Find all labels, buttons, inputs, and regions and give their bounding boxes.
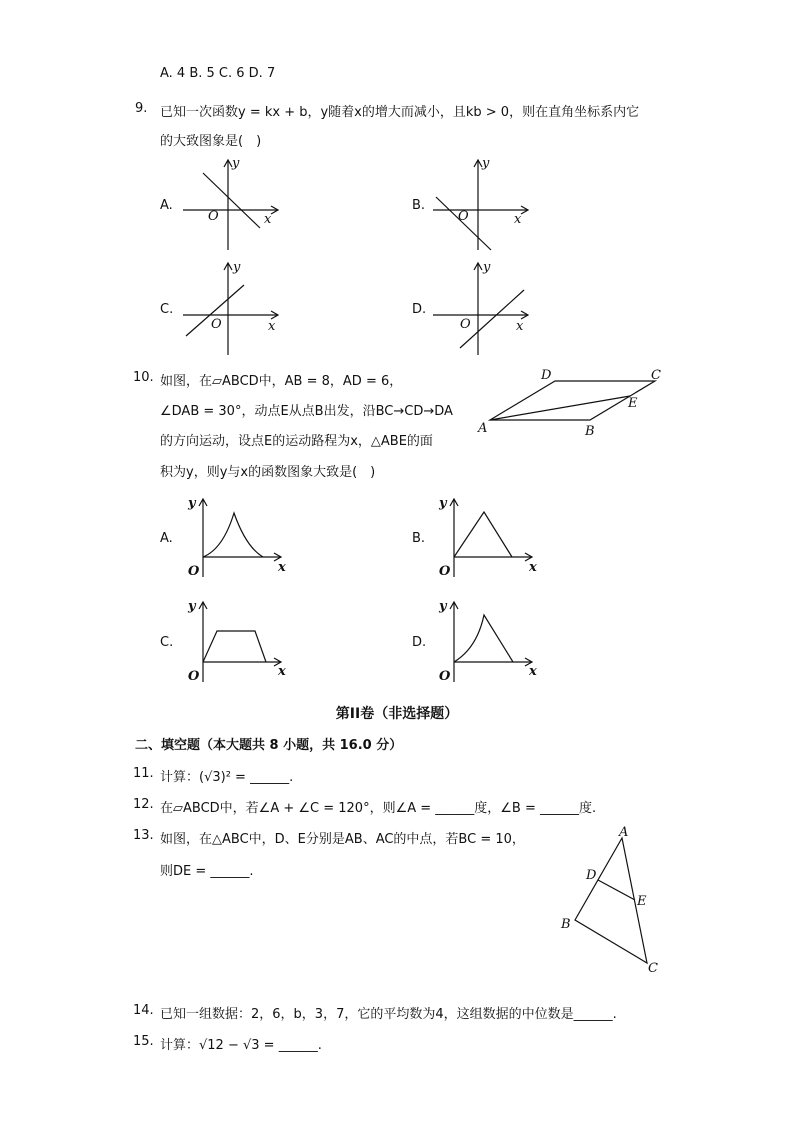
q9b-origin: O bbox=[458, 209, 469, 224]
q10a-y-label: y bbox=[188, 496, 196, 511]
q10c-y-label: y bbox=[188, 599, 196, 614]
q10a-origin: O bbox=[188, 564, 200, 579]
q10-label-b: B bbox=[585, 424, 595, 439]
q13-label-d: D bbox=[586, 868, 597, 883]
q9-option-c-label: C. bbox=[160, 302, 174, 317]
q9b-x-label: x bbox=[514, 212, 522, 227]
q11-text: 计算：(√3)² = ______. bbox=[160, 770, 294, 785]
q10-option-b-graph bbox=[437, 495, 547, 580]
q9a-origin: O bbox=[208, 209, 219, 224]
q10-option-a-graph bbox=[186, 495, 296, 580]
q10-option-c-label: C. bbox=[160, 635, 174, 650]
q13-stem-line2: 则DE = ______. bbox=[160, 864, 254, 879]
q10d-x-label: x bbox=[529, 664, 537, 679]
q11-number: 11. bbox=[133, 766, 154, 781]
q10-label-a: A bbox=[478, 421, 488, 436]
q9a-y-label: y bbox=[232, 156, 240, 171]
q13-label-e: E bbox=[637, 894, 647, 909]
q14-number: 14. bbox=[133, 1003, 154, 1018]
q9-option-a-label: A. bbox=[160, 198, 173, 213]
q9b-y-label: y bbox=[482, 156, 490, 171]
q9-option-a-graph bbox=[178, 155, 288, 255]
q10d-origin: O bbox=[439, 669, 451, 684]
q9-option-d-graph bbox=[428, 258, 538, 358]
q10-parallelogram-figure bbox=[475, 365, 675, 440]
q10c-x-label: x bbox=[278, 664, 286, 679]
q10-label-c: C bbox=[651, 368, 661, 383]
q10-stem-line1: 如图，在▱ABCD中，AB = 8，AD = 6， bbox=[160, 374, 403, 389]
q9-stem-line1: 已知一次函数y = kx + b，y随着x的增大而减小，且kb > 0，则在直角坐标系内它 bbox=[160, 105, 640, 120]
q13-label-c: C bbox=[648, 961, 658, 976]
q9-option-b-label: B. bbox=[412, 198, 426, 213]
q9-option-c-graph bbox=[178, 258, 288, 358]
q10b-origin: O bbox=[439, 564, 451, 579]
q9-option-d-label: D. bbox=[412, 302, 427, 317]
q13-label-b: B bbox=[561, 917, 571, 932]
q10a-x-label: x bbox=[278, 560, 286, 575]
q13-stem-line1: 如图，在△ABC中，D、E分别是AB、AC的中点，若BC = 10， bbox=[160, 832, 525, 847]
q10-label-d: D bbox=[541, 368, 552, 383]
q10-number: 10. bbox=[133, 370, 154, 385]
q10b-y-label: y bbox=[439, 496, 447, 511]
q13-label-a: A bbox=[619, 825, 629, 840]
q9a-x-label: x bbox=[264, 212, 272, 227]
q8-options: A. 4 B. 5 C. 6 D. 7 bbox=[160, 66, 276, 81]
section-fill-in-heading: 二、填空题（本大题共 8 小题，共 16.0 分） bbox=[135, 738, 403, 753]
q9d-origin: O bbox=[460, 317, 471, 332]
q9d-x-label: x bbox=[516, 319, 524, 334]
q13-number: 13. bbox=[133, 828, 154, 843]
q10-option-d-label: D. bbox=[412, 635, 427, 650]
q9-stem-line2: 的大致图象是( ) bbox=[160, 134, 262, 149]
q10c-origin: O bbox=[188, 669, 200, 684]
q10-stem-line2: ∠DAB = 30°，动点E从点B出发，沿BC→CD→DA bbox=[160, 404, 453, 419]
part2-title: 第II卷（非选择题） bbox=[335, 706, 459, 722]
q13-triangle-figure bbox=[555, 820, 670, 980]
q10d-y-label: y bbox=[439, 599, 447, 614]
q9c-origin: O bbox=[211, 317, 222, 332]
q10-option-c-graph bbox=[186, 598, 296, 683]
q10-stem-line4: 积为y，则y与x的函数图象大致是( ) bbox=[160, 465, 376, 480]
q14-text: 已知一组数据：2，6，b，3，7，它的平均数为4，这组数据的中位数是______. bbox=[160, 1007, 617, 1022]
q10-option-a-label: A. bbox=[160, 531, 173, 546]
q9c-x-label: x bbox=[268, 319, 276, 334]
q10-option-b-label: B. bbox=[412, 531, 426, 546]
q9-option-b-graph bbox=[428, 155, 538, 255]
q9-number: 9. bbox=[135, 101, 148, 116]
q15-number: 15. bbox=[133, 1034, 154, 1049]
q15-text: 计算：√12 − √3 = ______. bbox=[160, 1038, 322, 1053]
q10-label-e: E bbox=[628, 396, 638, 411]
q10-option-d-graph bbox=[437, 598, 547, 683]
q12-text: 在▱ABCD中，若∠A + ∠C = 120°，则∠A = ______度，∠B = ______度. bbox=[160, 801, 597, 816]
q9d-y-label: y bbox=[483, 260, 491, 275]
q12-number: 12. bbox=[133, 797, 154, 812]
q10b-x-label: x bbox=[529, 560, 537, 575]
q9c-y-label: y bbox=[233, 260, 241, 275]
q10-stem-line3: 的方向运动，设点E的运动路程为x，△ABE的面 bbox=[160, 434, 433, 449]
